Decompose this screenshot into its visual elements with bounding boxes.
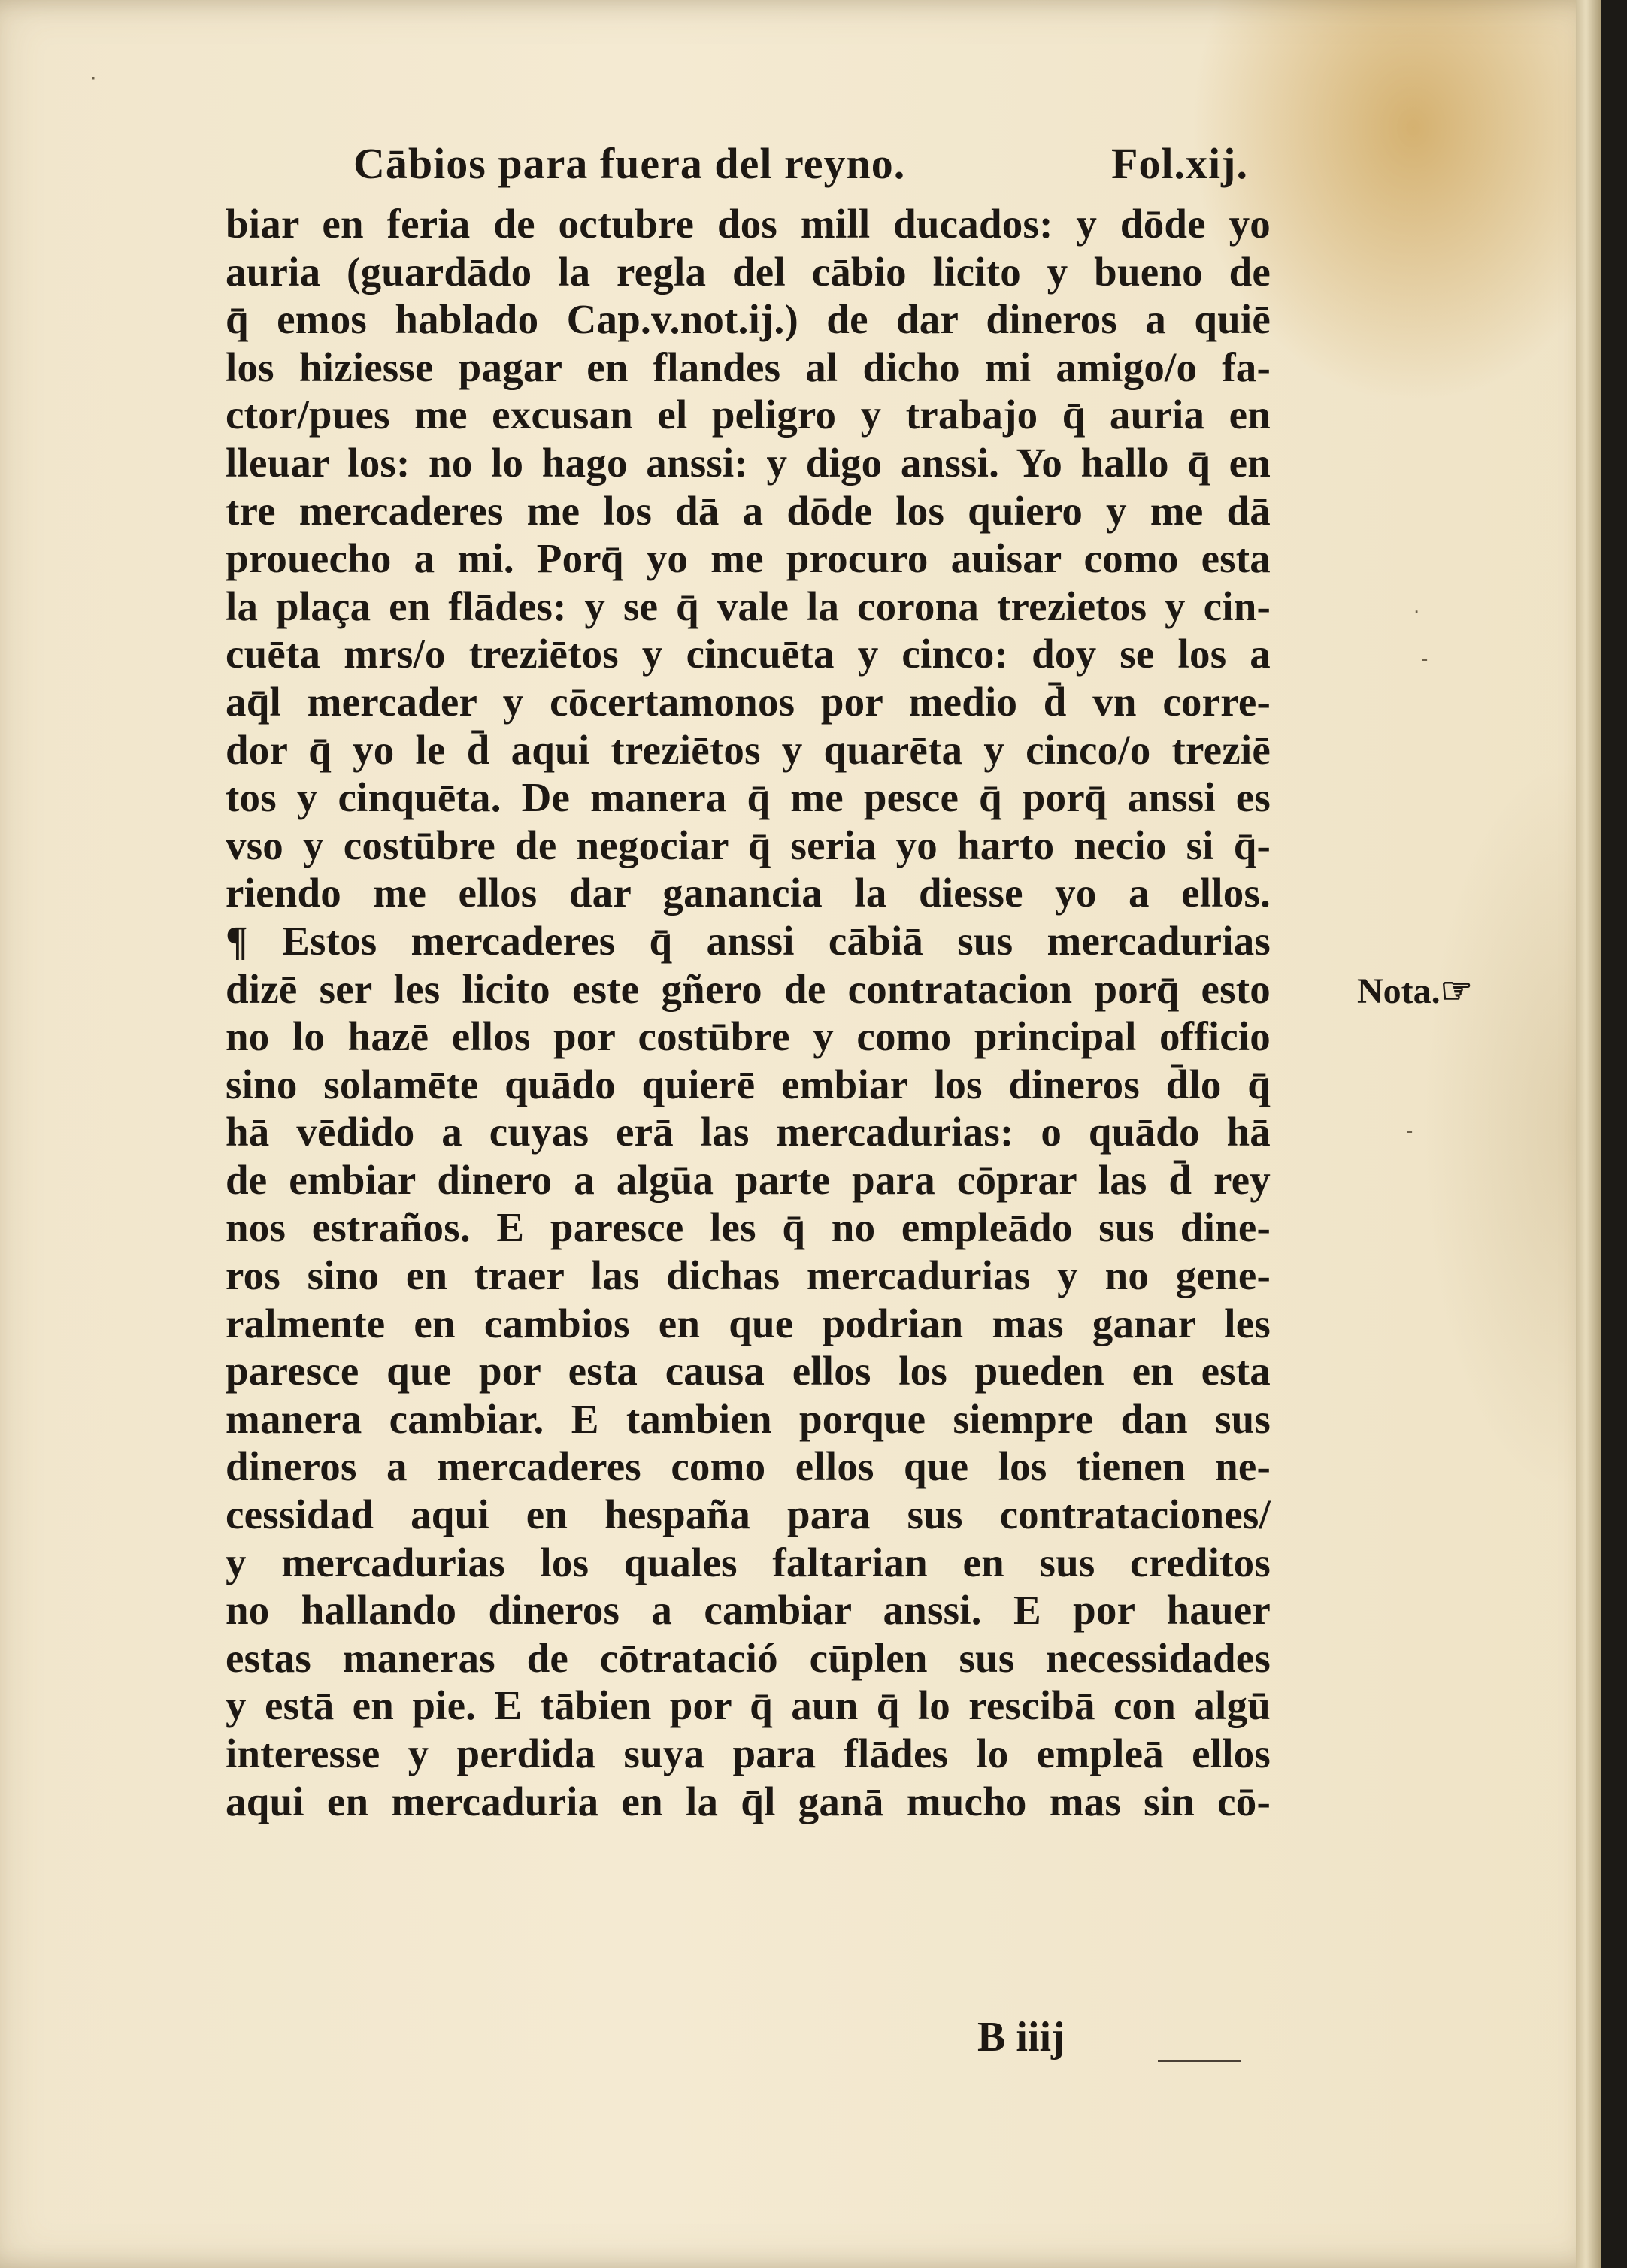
text-line: lleuar los: no lo hago anssi: y digo anssi. Yo hallo q̄ en [226, 439, 1271, 486]
text-line: ¶ Estos mercaderes q̄ anssi cābiā sus mercadurias [226, 917, 1271, 964]
text-line: no hallando dineros a cambiar anssi. E por hauer [226, 1587, 1271, 1634]
text-line: tos y cinquēta. De manera q̄ me pesce q̄ porq̄ anssi es [226, 774, 1271, 821]
text-line: aqui en mercaduria en la q̄l ganā mucho mas sin cō- [226, 1778, 1271, 1824]
text-line: nos estraños. E paresce les q̄ no empleādo sus dine- [226, 1204, 1271, 1251]
text-line: dor q̄ yo le d̄ aqui treziētos y quarēta y cinco/o treziē [226, 726, 1271, 773]
text-line: interesse y perdida suya para flādes lo empleā ellos [226, 1731, 1271, 1776]
text-line: sino solamēte quādo quierē embiar los dineros d̄lo q̄ [226, 1061, 1271, 1107]
text-line: manera cambiar. E tambien porque siempre dan sus [226, 1395, 1271, 1442]
text-line: ralmente en cambios en que podrian mas ganar les [226, 1300, 1271, 1346]
text-line: biar en feria de octubre dos mill ducados: y dōde yo [226, 201, 1271, 247]
text-line: ros sino en traer las dichas mercadurias y no gene- [226, 1252, 1271, 1299]
text-line: aq̄l mercader y cōcertamonos por medio d̄ vn corre- [226, 678, 1271, 725]
paper-speck: - [1421, 648, 1429, 671]
body-text [226, 200, 1271, 1825]
signature-rule [1158, 2060, 1241, 2062]
text-line: dineros a mercaderes como ellos que los tienen ne- [226, 1443, 1271, 1490]
text-line: y estā en pie. E tābien por q̄ aun q̄ lo rescibā con algū [226, 1682, 1271, 1729]
text-line: tre mercaderes me los dā a dōde los quiero y me dā [226, 487, 1271, 534]
header-title: Cābios para fuera del reyno. [353, 138, 906, 188]
folio-number: Fol.xij. [1111, 138, 1248, 188]
paper-speck: · [1413, 601, 1420, 624]
margin-note: Nota.☞ [1357, 971, 1473, 1011]
text-line: dizē ser les licito este gñero de contratacion porq̄ esto [226, 965, 1271, 1012]
paper-speck: - [1406, 1120, 1413, 1143]
text-line: la plaça en flādes: y se q̄ vale la corona trezietos y cin- [226, 583, 1271, 629]
text-line: cessidad aqui en hespaña para sus contrataciones/ [226, 1491, 1271, 1538]
text-line: ctor/pues me excusan el peligro y trabajo q̄ auria en [226, 392, 1271, 438]
paper-speck: · [90, 68, 97, 90]
text-line: y mercadurias los quales faltarian en sus creditos [226, 1539, 1271, 1585]
text-line: estas maneras de cōtratació cūplen sus necessidades [226, 1634, 1271, 1681]
text-line: auria (guardādo la regla del cābio licito y bueno de [226, 248, 1271, 295]
text-line: de embiar dinero a algūa parte para cōprar las d̄ rey [226, 1156, 1271, 1203]
text-line: hā vēdido a cuyas erā las mercadurias: o quādo hā [226, 1109, 1271, 1155]
running-header [226, 129, 1271, 197]
text-line: prouecho a mi. Porq̄ yo me procuro auisar como esta [226, 535, 1271, 582]
text-line: cuēta mrs/o treziētos y cincuēta y cinco: doy se los a [226, 631, 1271, 677]
text-block [226, 129, 1271, 1825]
text-line: no lo hazē ellos por costūbre y como principal officio [226, 1013, 1271, 1060]
text-line: los hiziesse pagar en flandes al dicho mi amigo/o fa- [226, 344, 1271, 390]
text-line: paresce que por esta causa ellos los pueden en esta [226, 1348, 1271, 1394]
page-edge [1576, 0, 1601, 2268]
signature-mark: B iiij [977, 2014, 1065, 2061]
text-line: riendo me ellos dar ganancia la diesse yo a ellos. [226, 870, 1271, 916]
text-line: q̄ emos hablado Cap.v.not.ij.) de dar dineros a quiē [226, 296, 1271, 343]
text-line: vso y costūbre de negociar q̄ seria yo harto necio si q̄- [226, 822, 1271, 868]
